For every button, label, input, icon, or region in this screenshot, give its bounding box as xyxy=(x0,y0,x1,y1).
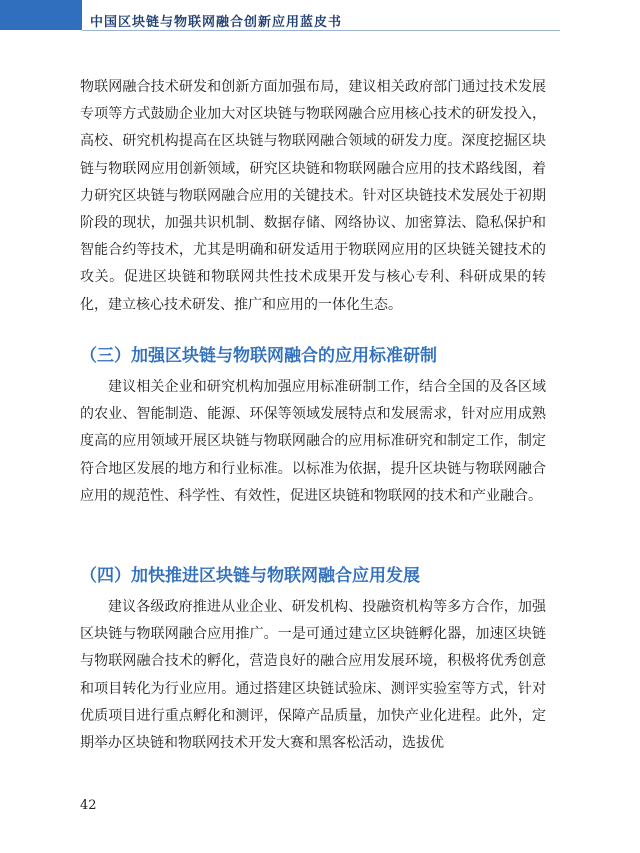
section-4-title: （四）加快推进区块链与物联网融合应用发展 xyxy=(80,566,420,586)
page-number: 42 xyxy=(80,798,97,813)
section-3-paragraph: 建议相关企业和研究机构加强应用标准研制工作，结合全国的及各区域的农业、智能制造、能源、环保等领域发展特点和发展需求，针对应用成熟度高的应用领域开展区块链与物联网融合的应用标准研究和制定工作，制定符合地区发展的地方和行业标准。以标准为依据，提升区块链与物联网融合应用的规范性、科学性、有效性，促进区块链和物联网的技术和产业融合。 xyxy=(80,379,546,504)
section-4-paragraph: 建议各级政府推进从业企业、研发机构、投融资机构等多方合作，加强区块链与物联网融合应用推广。一是可通过建立区块链孵化器，加速区块链与物联网融合技术的孵化，营造良好的融合应用发展环境，积极将优秀创意和项目转化为行业应用。通过搭建区块链试验床、测评实验室等方式，针对优质项目进行重点孵化和测评，保障产品质量，加快产业化进程。此外，定期举办区块链和物联网技术开发大赛和黑客松活动，选拔优 xyxy=(80,599,546,752)
section-4-body xyxy=(80,594,546,757)
header-title: 中国区块链与物联网融合创新应用蓝皮书 xyxy=(90,15,343,30)
intro-block xyxy=(80,74,546,319)
page-header xyxy=(0,0,640,40)
header-accent-bar xyxy=(0,0,82,30)
header-rule xyxy=(82,30,560,31)
section-3-body xyxy=(80,374,546,510)
section-3-title: （三）加强区块链与物联网融合的应用标准研制 xyxy=(80,346,437,366)
intro-paragraph: 物联网融合技术研发和创新方面加强布局，建议相关政府部门通过技术发展专项等方式鼓励企业加大对区块链与物联网融合应用核心技术的研发投入，高校、研究机构提高在区块链与物联网融合领域的研发力度。深度挖掘区块链与物联网应用创新领域，研究区块链和物联网融合应用的技术路线图，着力研究区块链与物联网融合应用的关键技术。针对区块链技术发展处于初期阶段的现状，加强共识机制、数据存储、网络协议、加密算法、隐私保护和智能合约等技术，尤其是明确和研发适用于物联网应用的区块链关键技术的攻关。促进区块链和物联网共性技术成果开发与核心专利、科研成果的转化，建立核心技术研发、推广和应用的一体化生态。 xyxy=(80,79,546,313)
